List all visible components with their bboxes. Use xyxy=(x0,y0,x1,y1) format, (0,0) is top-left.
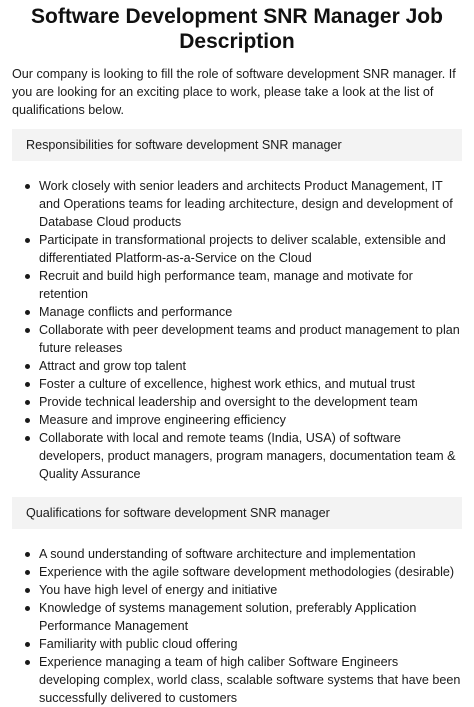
responsibilities-list xyxy=(12,177,462,483)
list-item: You have high level of energy and initiative xyxy=(39,581,462,599)
list-item: Manage conflicts and performance xyxy=(39,303,462,321)
list-item: Work closely with senior leaders and architects Product Management, IT and Operations teams for leading architecture, design and development of Database Cloud products xyxy=(39,177,462,231)
responsibilities-section xyxy=(12,129,462,483)
list-item: A sound understanding of software architecture and implementation xyxy=(39,545,462,563)
list-item: Collaborate with peer development teams and product management to plan future releases xyxy=(39,321,462,357)
list-item: Familiarity with public cloud offering xyxy=(39,635,462,653)
list-item: Knowledge of systems management solution, preferably Application Performance Management xyxy=(39,599,462,635)
list-item: Experience managing a team of high caliber Software Engineers developing complex, world class, scalable software systems that have been successfully delivered to customers xyxy=(39,655,461,705)
responsibilities-heading: Responsibilities for software development SNR manager xyxy=(12,129,462,161)
qualifications-list xyxy=(12,545,462,707)
qualifications-section xyxy=(12,497,462,707)
page-title: Software Development SNR Manager Job Description xyxy=(31,5,443,53)
list-item: Foster a culture of excellence, highest work ethics, and mutual trust xyxy=(39,375,462,393)
list-item: Provide technical leadership and oversight to the development team xyxy=(39,393,462,411)
list-item: Collaborate with local and remote teams (India, USA) of software developers, product managers, program managers, documentation team & Quality Assurance xyxy=(39,429,462,483)
qualifications-heading: Qualifications for software development SNR manager xyxy=(12,497,462,529)
list-item: Measure and improve engineering efficiency xyxy=(39,411,462,429)
list-item: Experience with the agile software development methodologies (desirable) xyxy=(39,563,462,581)
list-item: Attract and grow top talent xyxy=(39,357,462,375)
list-item: Recruit and build high performance team, manage and motivate for retention xyxy=(39,267,462,303)
list-item: Participate in transformational projects to deliver scalable, extensible and differentiated Platform-as-a-Service on the Cloud xyxy=(39,231,462,267)
intro-paragraph: Our company is looking to fill the role of software development SNR manager. If you are looking for an exciting place to work, please take a look at the list of qualifications below. xyxy=(12,67,456,117)
